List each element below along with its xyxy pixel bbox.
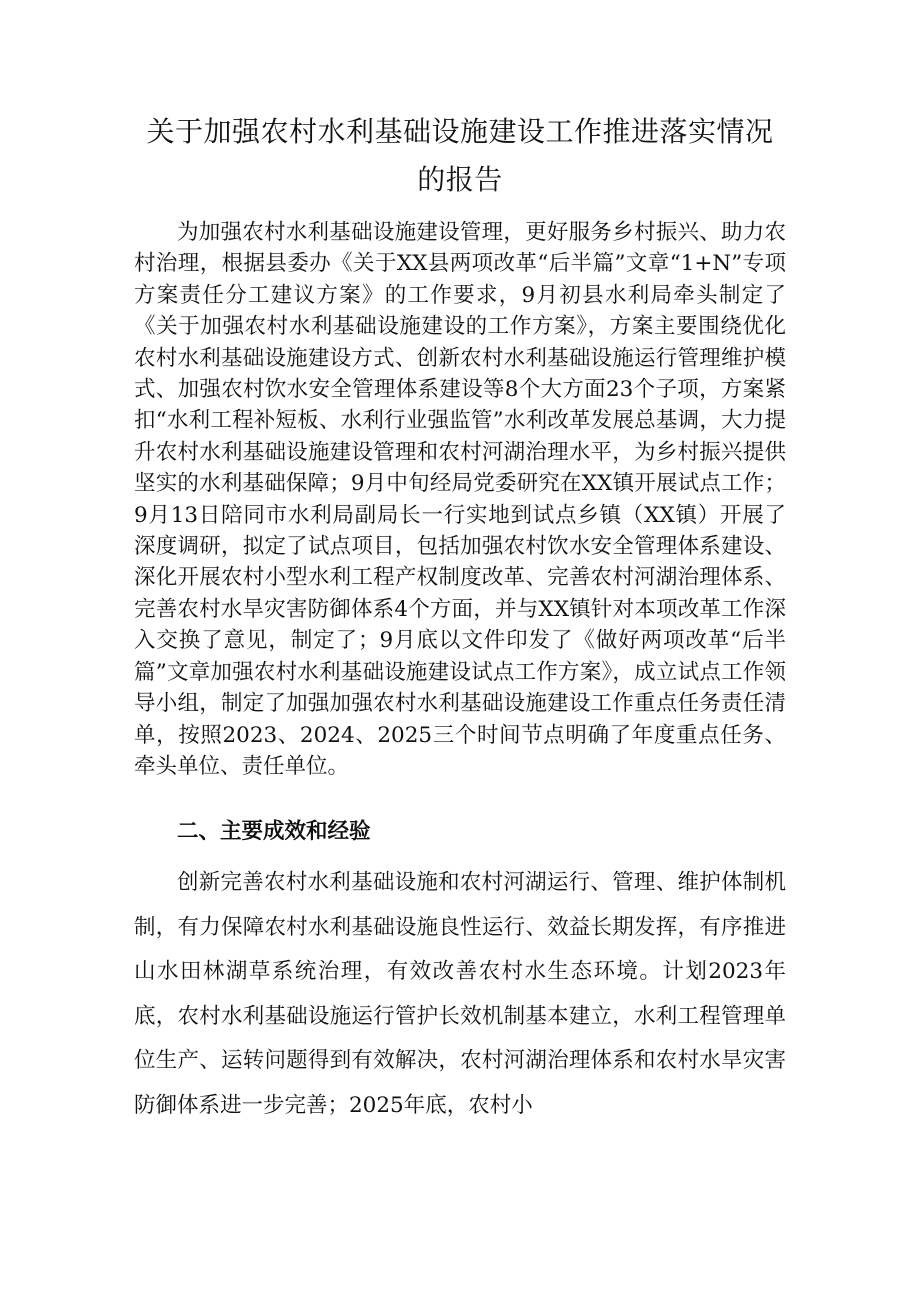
body-paragraph-1: 为加强农村水利基础设施建设管理，更好服务乡村振兴、助力农村治理，根据县委办《关于XX县两项改革“后半篇”文章“1+N”专项方案责任分工建议方案》的工作要求，9月初县水利局牵头制定了《关于加强农村水利基础设施建设的工作方案》，方案主要围绕优化农村水利基础设施建设方式、创新农村水利基础设施运行管理维护模式、加强农村饮水安全管理体系建设等8个大方面23个子项，方案紧扣“水利工程补短板、水利行业强监管”水利改革发展总基调，大力提升农村水利基础设施建设管理和农村河湖治理水平，为乡村振兴提供坚实的水利基础保障；9月中旬经局党委研究在XX镇开展试点工作；9月13日陪同市水利局副局长一行实地到试点乡镇（XX镇）开展了深度调研，拟定了试点项目，包括加强农村饮水安全管理体系建设、深化开展农村小型水利工程产权制度改革、完善农村河湖治理体系、完善农村水旱灾害防御体系4个方面，并与XX镇针对本项改革工作深入交换了意见，制定了；9月底以文件印发了《做好两项改革“后半篇”文章加强农村水利基础设施建设试点工作方案》，成立试点工作领导小组，制定了加强加强农村水利基础设施建设工作重点任务责任清单，按照2023、2024、2025三个时间节点明确了年度重点任务、牵头单位、责任单位。 [134,220,786,779]
document-title: 关于加强农村水利基础设施建设工作推进落实情况的报告 [146,115,774,196]
body-paragraph-2: 创新完善农村水利基础设施和农村河湖运行、管理、维护体制机制，有力保障农村水利基础设施良性运行、效益长期发挥，有序推进山水田林湖草系统治理，有效改善农村水生态环境。计划2023年底，农村水利基础设施运行管护长效机制基本建立，水利工程管理单位生产、运转问题得到有效解决，农村河湖治理体系和农村水旱灾害防御体系进一步完善；2025年底，农村小 [134,870,786,1118]
section-heading: 二、主要成效和经验 [177,819,371,844]
